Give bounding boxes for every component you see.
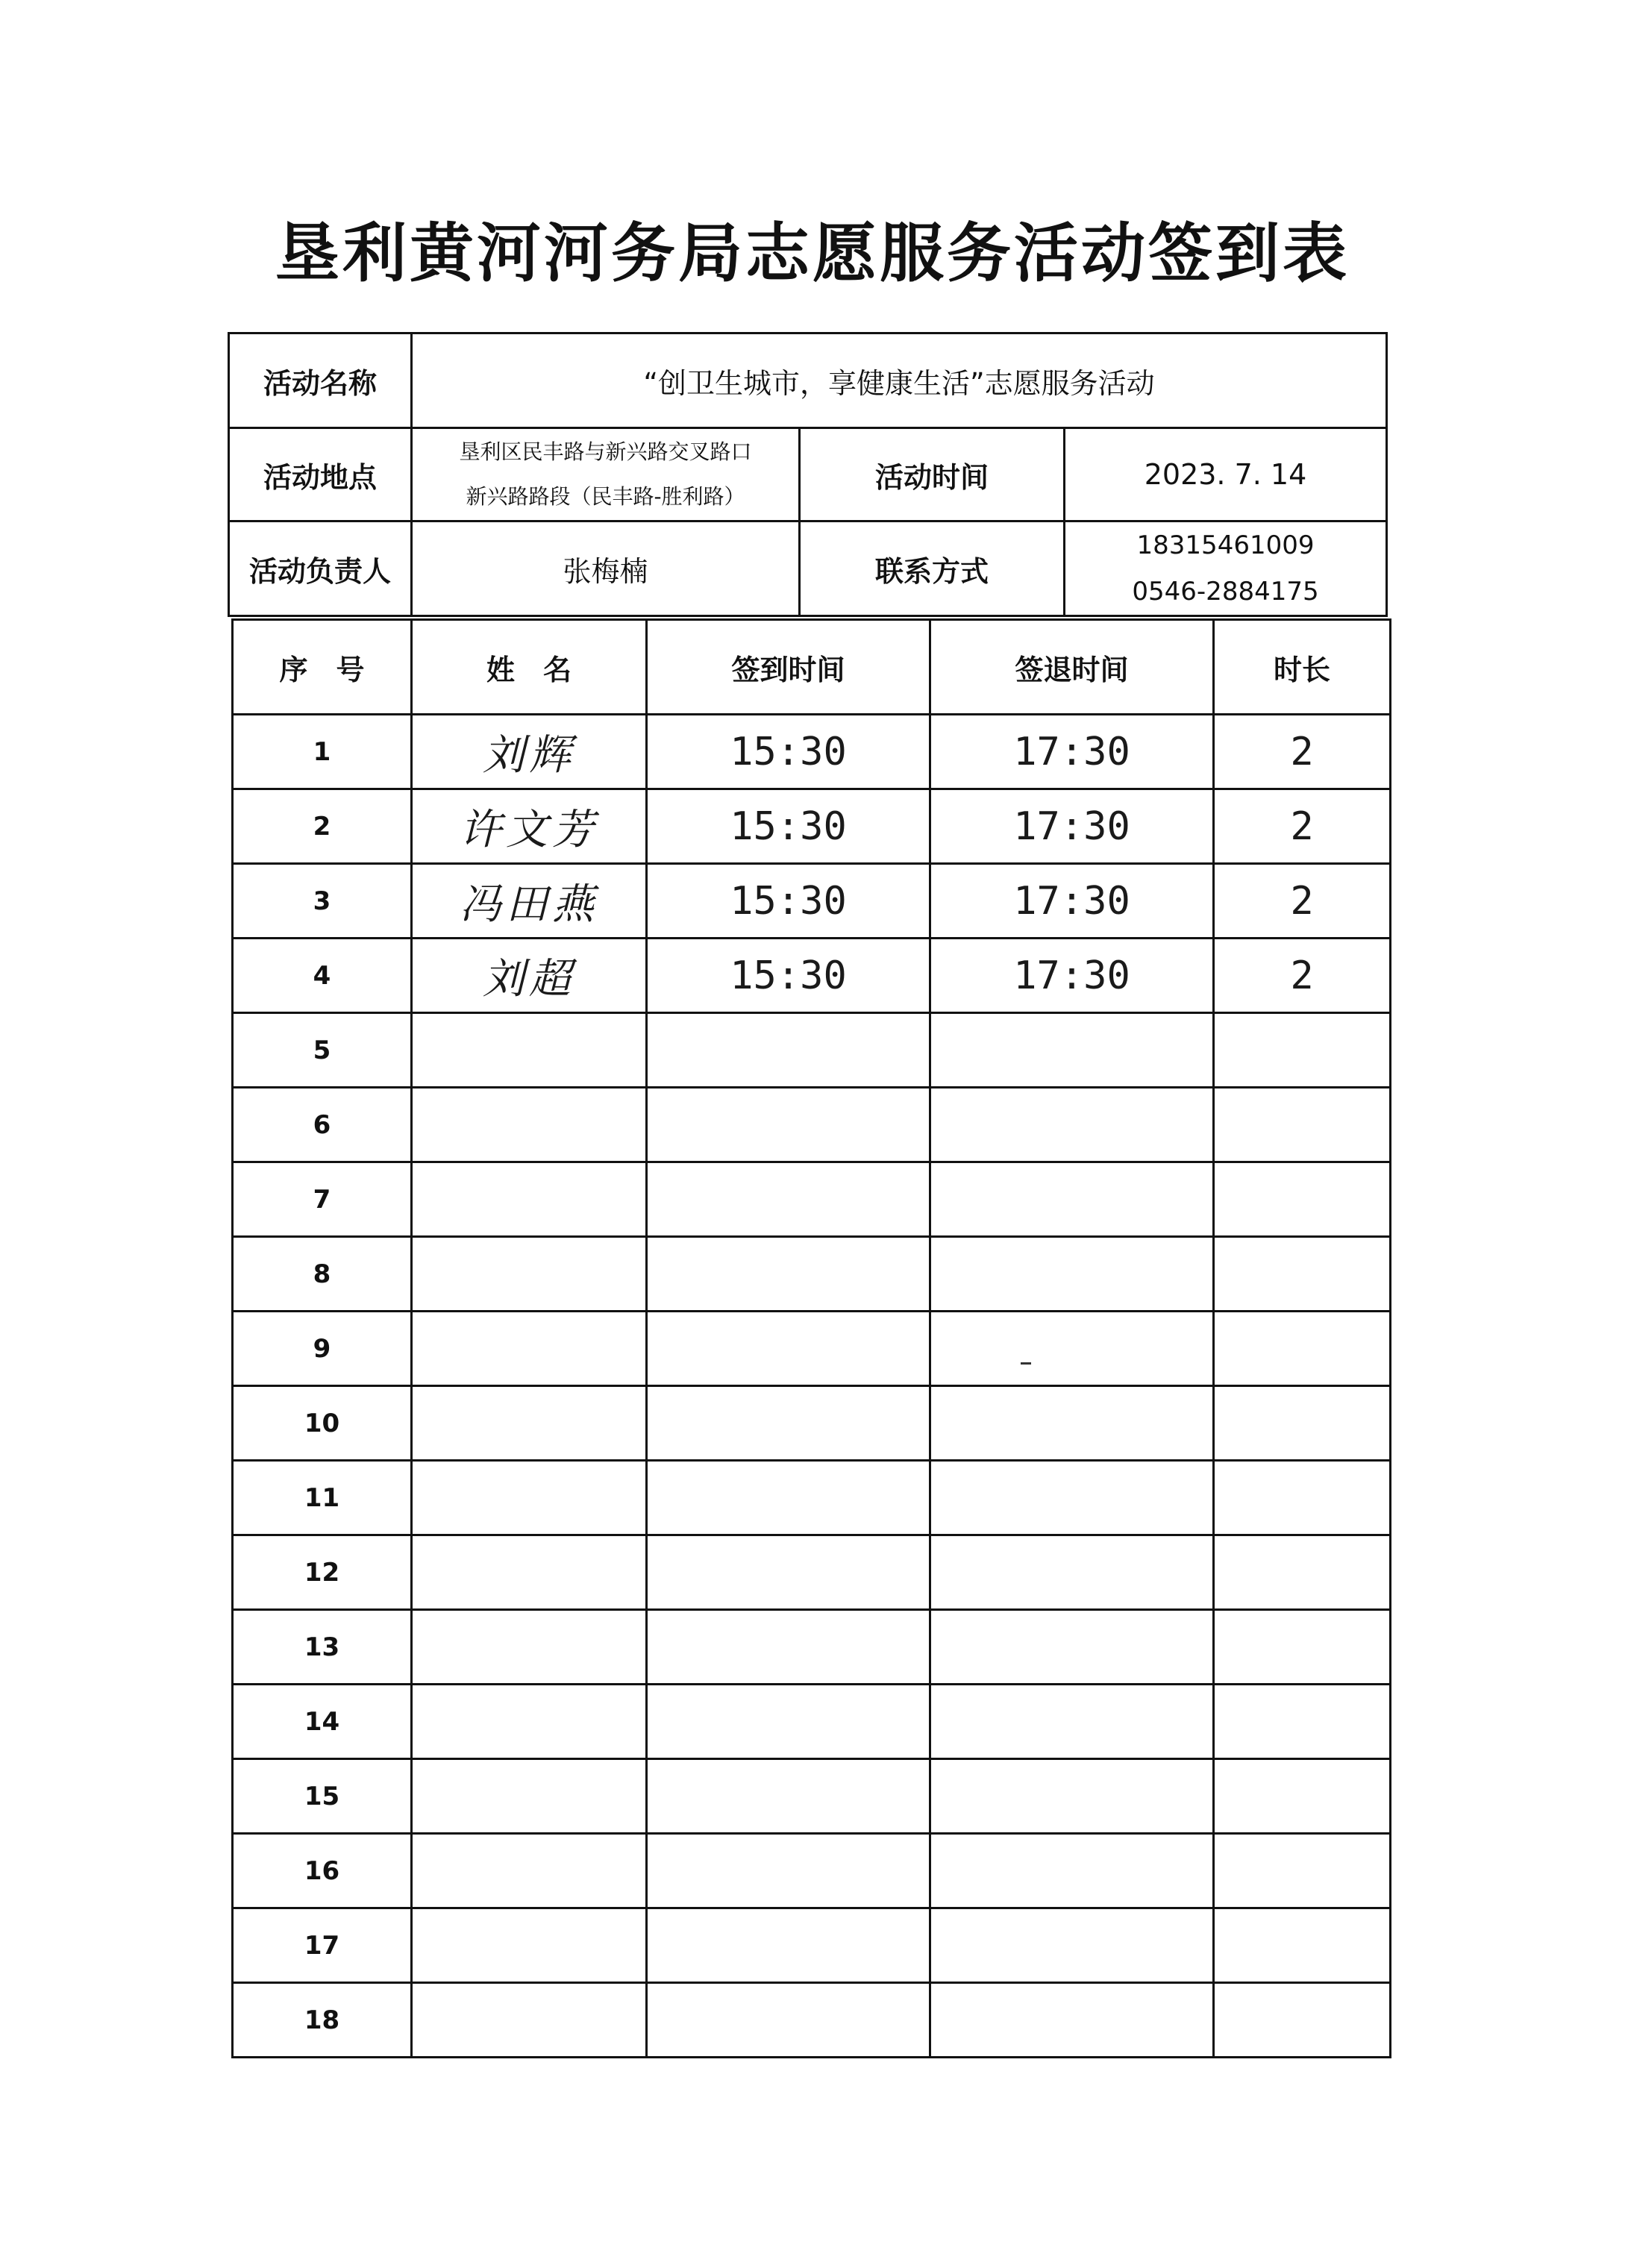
row-number: 12 (233, 1535, 412, 1610)
duration-cell (1214, 1759, 1391, 1834)
name-cell (412, 1834, 647, 1908)
duration-cell (1214, 1386, 1391, 1461)
row-number: 13 (233, 1610, 412, 1685)
sign-out-cell (930, 1088, 1214, 1162)
time-label: 活动时间 (800, 428, 1065, 521)
row-number: 2 (233, 789, 412, 864)
leader-label: 活动负责人 (229, 521, 412, 616)
sign-in-cell (647, 1759, 930, 1834)
sign-out-cell: 17:30 (930, 939, 1214, 1013)
phone-2: 0546-2884175 (1132, 577, 1319, 607)
duration-cell: 2 (1214, 715, 1391, 789)
name-cell (412, 1088, 647, 1162)
sign-out-cell (930, 1386, 1214, 1461)
header-duration: 时长 (1214, 620, 1391, 715)
table-row (233, 1312, 1391, 1386)
table-row (233, 1461, 1391, 1535)
duration-cell (1214, 1312, 1391, 1386)
row-number: 1 (233, 715, 412, 789)
table-row (233, 1983, 1391, 2058)
sign-out-cell: 17:30 (930, 715, 1214, 789)
row-number: 4 (233, 939, 412, 1013)
table-row (233, 1013, 1391, 1088)
name-cell: 冯田燕 (412, 864, 647, 939)
duration-cell (1214, 1162, 1391, 1237)
name-cell (412, 1535, 647, 1610)
sign-in-cell (647, 1610, 930, 1685)
sign-out-cell (930, 1759, 1214, 1834)
row-number: 16 (233, 1834, 412, 1908)
name-cell: 刘超 (412, 939, 647, 1013)
time-value: 2023. 7. 14 (1065, 428, 1387, 521)
sign-out-cell (930, 1312, 1214, 1386)
sign-in-cell (647, 1162, 930, 1237)
sign-in-cell (647, 1834, 930, 1908)
header-no: 序 号 (233, 620, 412, 715)
duration-cell (1214, 1237, 1391, 1312)
row-number: 15 (233, 1759, 412, 1834)
table-row (233, 1237, 1391, 1312)
location-value (412, 428, 800, 521)
activity-info-table (228, 332, 1388, 617)
header-row (233, 620, 1391, 715)
sign-in-cell: 15:30 (647, 789, 930, 864)
sign-in-cell (647, 1685, 930, 1759)
table-row (233, 1088, 1391, 1162)
contact-value (1065, 521, 1387, 616)
table-row (233, 1535, 1391, 1610)
activity-name-label: 活动名称 (229, 333, 412, 428)
page-title: 垦利黄河河务局志愿服务活动签到表 (275, 216, 1350, 291)
header-sign-out-time: 签退时间 (930, 620, 1214, 715)
sign-out-cell: 17:30 (930, 864, 1214, 939)
table-row (233, 1386, 1391, 1461)
duration-cell: 2 (1214, 939, 1391, 1013)
name-cell: 刘辉 (412, 715, 647, 789)
name-cell (412, 1237, 647, 1312)
sign-in-cell (647, 1013, 930, 1088)
duration-cell: 2 (1214, 789, 1391, 864)
name-cell (412, 1386, 647, 1461)
sign-in-cell (647, 1386, 930, 1461)
sign-in-table (231, 618, 1391, 2058)
name-cell (412, 1312, 647, 1386)
name-cell (412, 1759, 647, 1834)
header-name: 姓 名 (412, 620, 647, 715)
name-cell (412, 1685, 647, 1759)
sign-out-cell (930, 1013, 1214, 1088)
table-row (233, 789, 1391, 864)
row-number: 3 (233, 864, 412, 939)
sign-in-cell (647, 1983, 930, 2058)
sign-out-cell (930, 1834, 1214, 1908)
location-label: 活动地点 (229, 428, 412, 521)
table-row (233, 1610, 1391, 1685)
sign-out-cell (930, 1908, 1214, 1983)
duration-cell (1214, 1461, 1391, 1535)
duration-cell (1214, 1908, 1391, 1983)
name-cell (412, 1908, 647, 1983)
row-number: 10 (233, 1386, 412, 1461)
name-cell (412, 1461, 647, 1535)
sign-out-cell (930, 1535, 1214, 1610)
sign-out-cell (930, 1685, 1214, 1759)
duration-cell (1214, 1535, 1391, 1610)
activity-name-value: “创卫生城市，享健康生活”志愿服务活动 (412, 333, 1387, 428)
table-row (233, 1685, 1391, 1759)
name-cell (412, 1610, 647, 1685)
location-line-2: 新兴路路段（民丰路-胜利路） (466, 484, 745, 509)
sign-out-cell (930, 1237, 1214, 1312)
sign-out-cell (930, 1610, 1214, 1685)
phone-1: 18315461009 (1136, 530, 1315, 560)
table-row (233, 864, 1391, 939)
duration-cell (1214, 1013, 1391, 1088)
sign-in-cell (647, 1535, 930, 1610)
sign-in-cell: 15:30 (647, 715, 930, 789)
sign-in-cell: 15:30 (647, 939, 930, 1013)
row-number: 14 (233, 1685, 412, 1759)
sign-out-cell (930, 1461, 1214, 1535)
row-number: 18 (233, 1983, 412, 2058)
row-number: 9 (233, 1312, 412, 1386)
row-number: 6 (233, 1088, 412, 1162)
table-row (233, 1908, 1391, 1983)
header-sign-in-time: 签到时间 (647, 620, 930, 715)
name-cell (412, 1162, 647, 1237)
stray-pen-mark (1021, 1362, 1031, 1365)
sign-out-cell (930, 1983, 1214, 2058)
sign-out-cell (930, 1162, 1214, 1237)
sign-in-cell: 15:30 (647, 864, 930, 939)
duration-cell (1214, 1685, 1391, 1759)
location-line-1: 垦利区民丰路与新兴路交叉路口 (459, 439, 752, 464)
sign-in-cell (647, 1237, 930, 1312)
row-number: 17 (233, 1908, 412, 1983)
leader-value: 张梅楠 (412, 521, 800, 616)
duration-cell (1214, 1610, 1391, 1685)
duration-cell (1214, 1088, 1391, 1162)
sign-in-cell (647, 1461, 930, 1535)
row-number: 8 (233, 1237, 412, 1312)
sign-in-cell (647, 1088, 930, 1162)
duration-cell (1214, 1983, 1391, 2058)
sign-out-cell: 17:30 (930, 789, 1214, 864)
table-row (233, 939, 1391, 1013)
duration-cell (1214, 1834, 1391, 1908)
name-cell (412, 1013, 647, 1088)
row-number: 7 (233, 1162, 412, 1237)
row-number: 11 (233, 1461, 412, 1535)
sign-in-cell (647, 1312, 930, 1386)
table-row (233, 1162, 1391, 1237)
table-row (233, 1759, 1391, 1834)
table-row (233, 715, 1391, 789)
duration-cell: 2 (1214, 864, 1391, 939)
name-cell (412, 1983, 647, 2058)
table-row (233, 1834, 1391, 1908)
name-cell: 许文芳 (412, 789, 647, 864)
contact-label: 联系方式 (800, 521, 1065, 616)
row-number: 5 (233, 1013, 412, 1088)
sign-in-cell (647, 1908, 930, 1983)
